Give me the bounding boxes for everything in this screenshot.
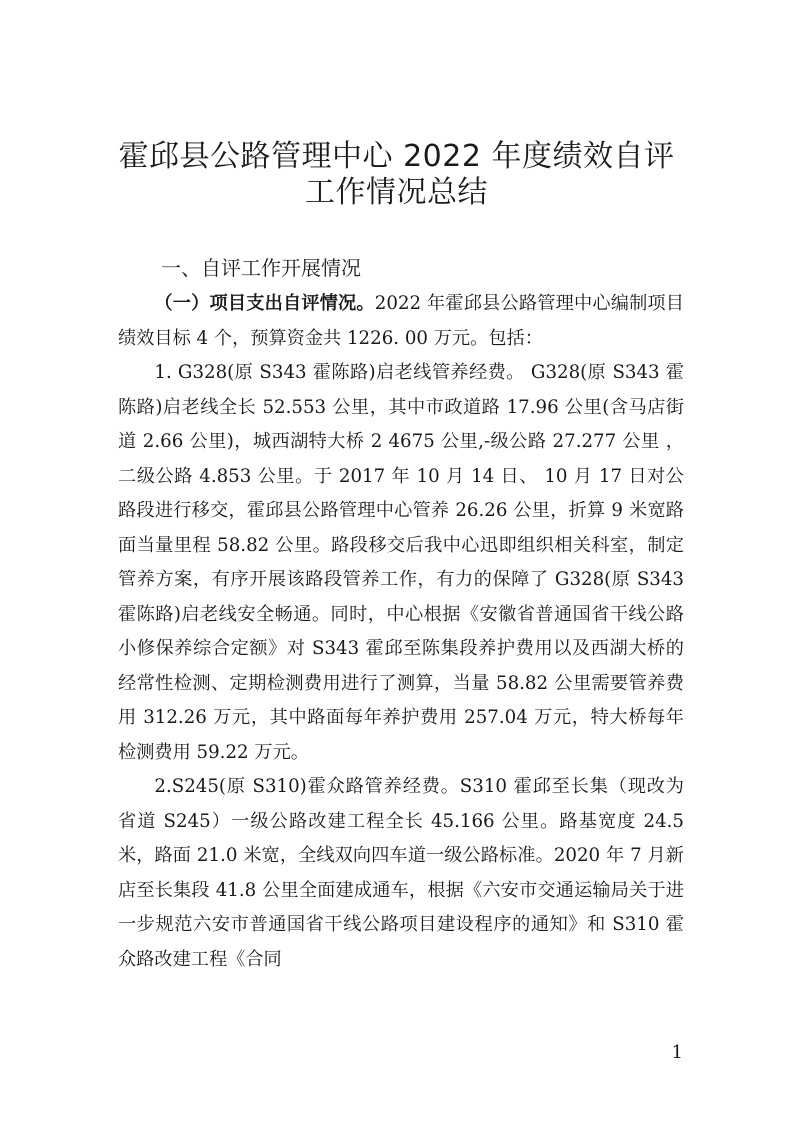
page-number: 1	[671, 1042, 683, 1063]
paragraph-project-expenditure	[118, 287, 684, 356]
paragraph-s245: 2.S245(原 S310)霍众路管养经费。S310 霍邱至长集（现改为省道 S245）一级公路改建工程全长 45.166 公里。路基宽度 24.5 米，路面 21.0 米宽，全线双向四车道一级公路标准。2020 年 7 月新店至长集段 41.8 公里全面建成通车，根据《六安市交通运输局关于进一步规范六安市普通国省干线公路项目建设程序的通知》和 S310 霍众路改建工程《合同	[118, 776, 684, 970]
document-title-line-1: 霍邱县公路管理中心 2022 年度绩效自评	[118, 139, 675, 174]
section-heading: 一、自评工作开展情况	[161, 256, 361, 280]
paragraph-g328: 1. G328(原 S343 霍陈路)启老线管养经费。 G328(原 S343 霍陈路)启老线全长 52.553 公里，其中市政道路 17.96 公里(含马店街道 2.66 公里)，城西湖特大桥 2 4675 公里,-级公路 27.277 公里 ，二级公路 4.853 公里。于 2017 年 10 月 14 日、 10 月 17 日对公路段进行移交，霍邱县公路管理中心管养 26.26 公里，折算 9 米宽路面当量里程 58.82 公里。路段移交后我中心迅即组织相关科室，制定管养方案，有序开展该路段管养工作，有力的保障了 G328(原 S343 霍陈路)启老线安全畅通。同时，中心根据《安徽省普通国省干线公路小修保养综合定额》对 S343 霍邱至陈集段养护费用以及西湖大桥的经常性检测、定期检测费用进行了测算，当量 58.82 公里需要管养费用 312.26 万元，其中路面每年养护费用 257.04 万元，特大桥每年检测费用 59.22 万元。	[118, 362, 684, 763]
paragraph-text: 2022 年霍邱县公路管理中心编制项目绩效目标 4 个，预算资金共 1226. 00 万元。包括：	[118, 293, 684, 349]
paragraph-bold-lead: （一）项目支出自评情况。	[154, 293, 375, 314]
document-title-line-2: 工作情况总结	[305, 175, 488, 210]
document-body	[118, 287, 684, 977]
